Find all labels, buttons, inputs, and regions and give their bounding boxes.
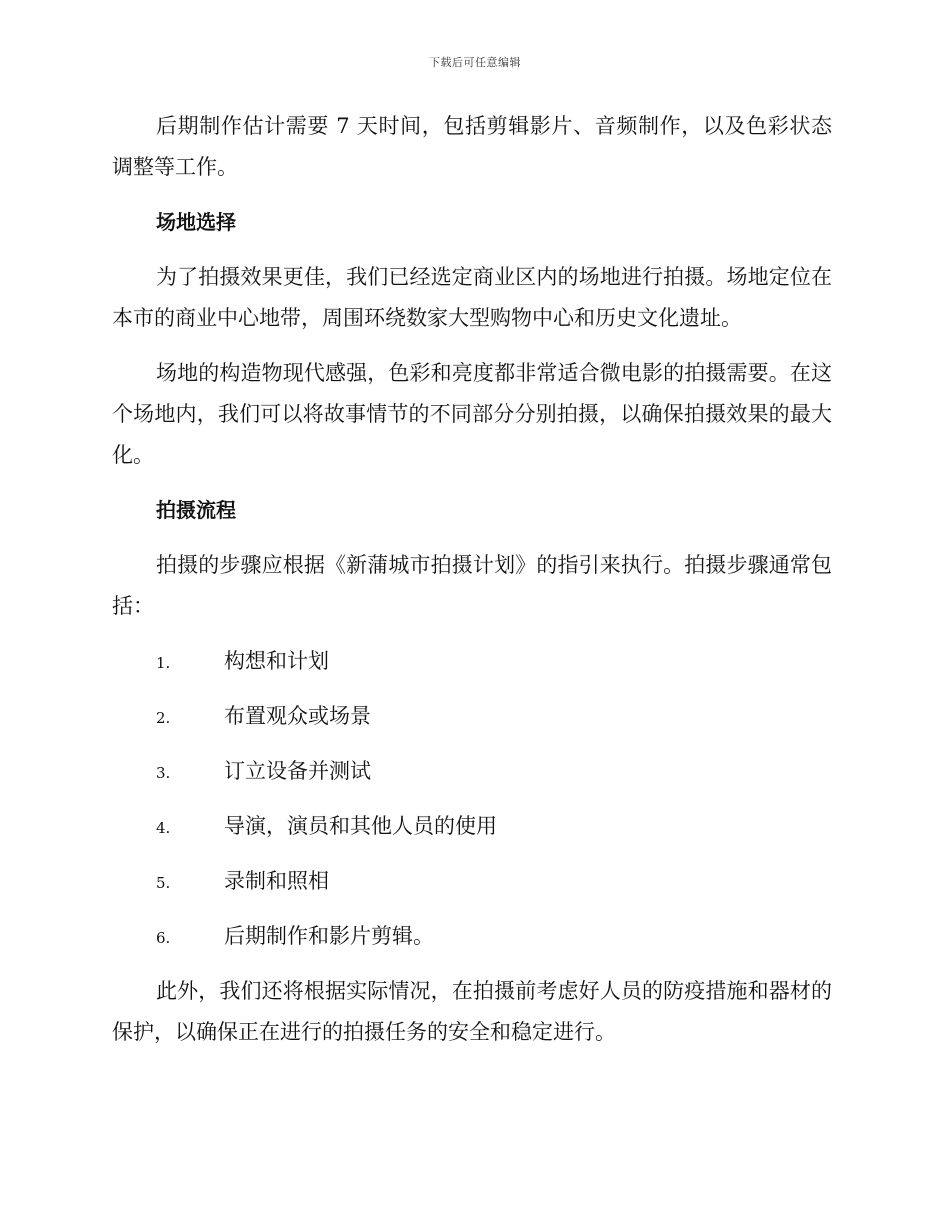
list-item-number: 1. <box>156 654 171 672</box>
list-item-text: 订立设备并测试 <box>224 759 371 783</box>
list-item-text: 后期制作和影片剪辑。 <box>224 924 434 948</box>
list-item-number: 4. <box>156 819 171 837</box>
list-item-number: 6. <box>156 929 171 947</box>
list-item <box>112 806 832 847</box>
list-item-text: 布置观众或场景 <box>224 704 371 728</box>
closing-paragraph: 此外，我们还将根据实际情况，在拍摄前考虑好人员的防疫措施和器材的保护，以确保正在进行的拍摄任务的安全和稳定进行。 <box>112 979 832 1044</box>
list-item-text: 导演，演员和其他人员的使用 <box>224 814 497 838</box>
list-item <box>112 696 832 737</box>
steps-list <box>112 641 832 957</box>
process-paragraph: 拍摄的步骤应根据《新蒲城市拍摄计划》的指引来执行。拍摄步骤通常包括： <box>112 553 832 618</box>
document-body <box>112 106 832 1067</box>
section-heading-venue: 场地选择 <box>156 210 236 234</box>
list-item-number: 5. <box>156 874 171 892</box>
list-item-text: 构想和计划 <box>224 649 329 673</box>
section-heading-process: 拍摄流程 <box>156 498 236 522</box>
intro-paragraph: 后期制作估计需要 7 天时间，包括剪辑影片、音频制作，以及色彩状态调整等工作。 <box>112 114 832 179</box>
list-item <box>112 916 832 957</box>
venue-paragraph-1: 为了拍摄效果更佳，我们已经选定商业区内的场地进行拍摄。场地定位在本市的商业中心地带，周围环绕数家大型购物中心和历史文化遗址。 <box>112 265 832 330</box>
list-item <box>112 751 832 792</box>
page-header: 下载后可任意编辑 <box>429 56 521 69</box>
list-item-number: 2. <box>156 709 171 727</box>
list-item <box>112 641 832 682</box>
list-item-text: 录制和照相 <box>224 869 329 893</box>
list-item-number: 3. <box>156 764 171 782</box>
list-item <box>112 861 832 902</box>
venue-paragraph-2: 场地的构造物现代感强，色彩和亮度都非常适合微电影的拍摄需要。在这个场地内，我们可以将故事情节的不同部分分别拍摄，以确保拍摄效果的最大化。 <box>112 361 832 467</box>
